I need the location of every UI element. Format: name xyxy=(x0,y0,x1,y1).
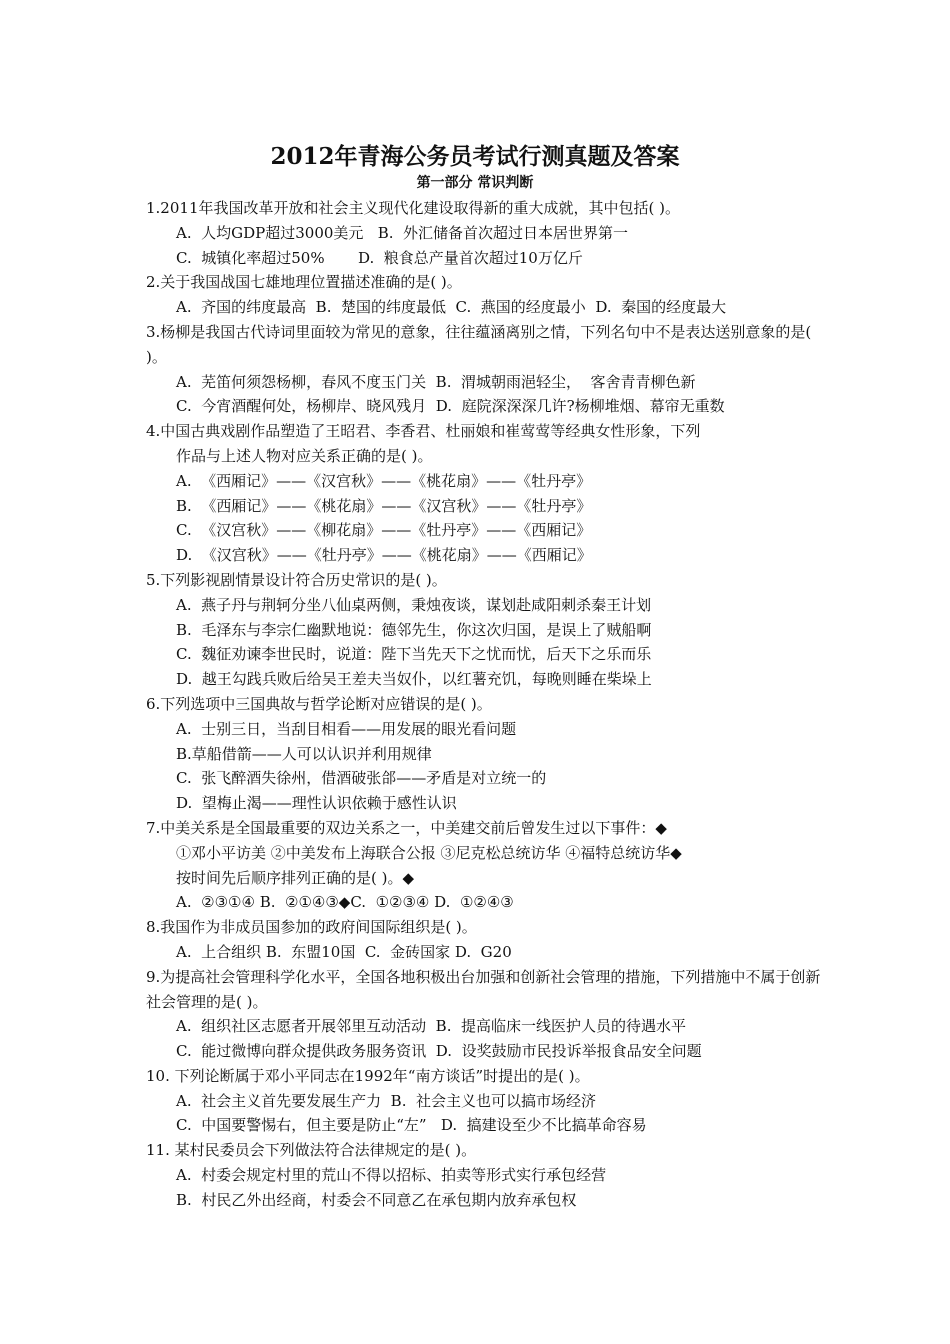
question-stem: 8.我国作为非成员国参加的政府间国际组织是( )。 xyxy=(146,918,477,937)
answer-option: A. 社会主义首先要发展生产力 B. 社会主义也可以搞市场经济 xyxy=(176,1091,597,1110)
answer-option: C. 今宵酒醒何处，杨柳岸、晓风残月 D. 庭院深深深几许?杨柳堆烟、幕帘无重数 xyxy=(176,397,725,416)
question-stem: 10. 下列论断属于邓小平同志在1992年“南方谈话”时提出的是( )。 xyxy=(146,1066,590,1085)
section-heading: 第一部分 常识判断 xyxy=(416,175,534,191)
question-item xyxy=(146,320,826,419)
document-title: 2012年青海公务员考试行测真题及答案 xyxy=(270,143,680,170)
question-item xyxy=(146,965,826,1064)
question-stem-continued: 作品与上述人物对应关系正确的是( )。 xyxy=(176,446,433,465)
answer-option: B. 《西厢记》——《桃花扇》——《汉宫秋》——《牡丹亭》 xyxy=(176,496,592,515)
question-stem: 9.为提高社会管理科学化水平，全国各地积极出台加强和创新社会管理的措施，下列措施中不属于创新社会管理的是( )。 xyxy=(146,967,821,1011)
answer-option: A. 上合组织 B. 东盟10国 C. 金砖国家 D. G20 xyxy=(176,942,512,961)
question-item xyxy=(146,568,826,692)
answer-option: B. 村民乙外出经商，村委会不同意乙在承包期内放弃承包权 xyxy=(176,1190,577,1209)
question-item xyxy=(146,915,826,965)
question-stem: 6.下列选项中三国典故与哲学论断对应错误的是( )。 xyxy=(146,694,492,713)
question-item xyxy=(146,1064,826,1138)
answer-option: A. ②③①④ B. ②①④③◆C. ①②③④ D. ①②④③ xyxy=(176,893,514,912)
answer-option: C. 城镇化率超过50% D. 粮食总产量首次超过10万亿斤 xyxy=(176,248,583,267)
answer-option: A. 燕子丹与荆轲分坐八仙桌两侧，秉烛夜谈，谋划赴咸阳刺杀秦王计划 xyxy=(176,595,652,614)
question-item xyxy=(146,692,826,816)
question-stem: 4.中国古典戏剧作品塑造了王昭君、李香君、杜丽娘和崔莺莺等经典女性形象，下列 xyxy=(146,422,701,441)
answer-option: A. 人均GDP超过3000美元 B. 外汇储备首次超过日本居世界第一 xyxy=(176,223,629,242)
answer-option: B. 毛泽东与李宗仁幽默地说：德邻先生，你这次归国，是误上了贼船啊 xyxy=(176,620,652,639)
answer-option: C. 魏征劝谏李世民时，说道：陛下当先天下之忧而忧，后天下之乐而乐 xyxy=(176,645,652,664)
answer-option: 按时间先后顺序排列正确的是( )。◆ xyxy=(176,868,415,887)
answer-option: D. 越王勾践兵败后给吴王差夫当奴仆，以红薯充饥，每晚则睡在柴垛上 xyxy=(176,670,652,689)
answer-option: A. 村委会规定村里的荒山不得以招标、拍卖等形式实行承包经营 xyxy=(176,1166,607,1185)
question-list xyxy=(146,196,826,1213)
answer-option: A. 齐国的纬度最高 B. 楚国的纬度最低 C. 燕国的经度最小 D. 秦国的经度最大 xyxy=(176,298,727,317)
question-stem: 1.2011年我国改革开放和社会主义现代化建设取得新的重大成就，其中包括( )。 xyxy=(146,199,680,217)
answer-option: A. 《西厢记》——《汉宫秋》——《桃花扇》——《牡丹亭》 xyxy=(176,471,592,490)
answer-option: A. 芜笛何须怨杨柳，春风不度玉门关 B. 渭城朝雨浥轻尘， 客舍青青柳色新 xyxy=(176,372,696,391)
answer-option: D. 望梅止渴——理性认识依赖于感性认识 xyxy=(176,794,457,813)
answer-option: C. 张飞醉酒失徐州，借酒破张郃——矛盾是对立统一的 xyxy=(176,769,547,788)
answer-option: ①邓小平访美 ②中美发布上海联合公报 ③尼克松总统访华 ④福特总统访华◆ xyxy=(176,843,682,862)
question-item xyxy=(146,419,826,568)
question-item xyxy=(146,270,826,320)
question-item xyxy=(146,1138,826,1212)
answer-option: A. 组织社区志愿者开展邻里互动活动 B. 提高临床一线医护人员的待遇水平 xyxy=(176,1017,687,1036)
answer-option: C. 中国要警惕右，但主要是防止“左” D. 搞建设至少不比搞革命容易 xyxy=(176,1116,647,1135)
answer-option: A. 士别三日，当刮目相看——用发展的眼光看问题 xyxy=(176,719,517,738)
question-stem: 7.中美关系是全国最重要的双边关系之一，中美建交前后曾发生过以下事件：◆ xyxy=(146,818,667,837)
question-stem: 11. 某村民委员会下列做法符合法律规定的是( )。 xyxy=(146,1141,477,1160)
question-stem: 5.下列影视剧情景设计符合历史常识的是( )。 xyxy=(146,570,447,589)
answer-option: B.草船借箭——人可以认识并利用规律 xyxy=(176,744,432,763)
question-stem: 3.杨柳是我国古代诗词里面较为常见的意象，往往蕴涵离别之情，下列名句中不是表达送别意象的是( )。 xyxy=(146,322,812,366)
question-item xyxy=(146,816,826,915)
question-item xyxy=(146,196,826,270)
question-stem: 2.关于我国战国七雄地理位置描述准确的是( )。 xyxy=(146,273,462,292)
answer-option: D. 《汉宫秋》——《牡丹亭》——《桃花扇》——《西厢记》 xyxy=(176,546,592,565)
answer-option: C. 能过微博向群众提供政务服务资讯 D. 设奖鼓励市民投诉举报食品安全问题 xyxy=(176,1042,702,1061)
answer-option: C. 《汉宫秋》——《柳花扇》——《牡丹亭》——《西厢记》 xyxy=(176,521,592,540)
